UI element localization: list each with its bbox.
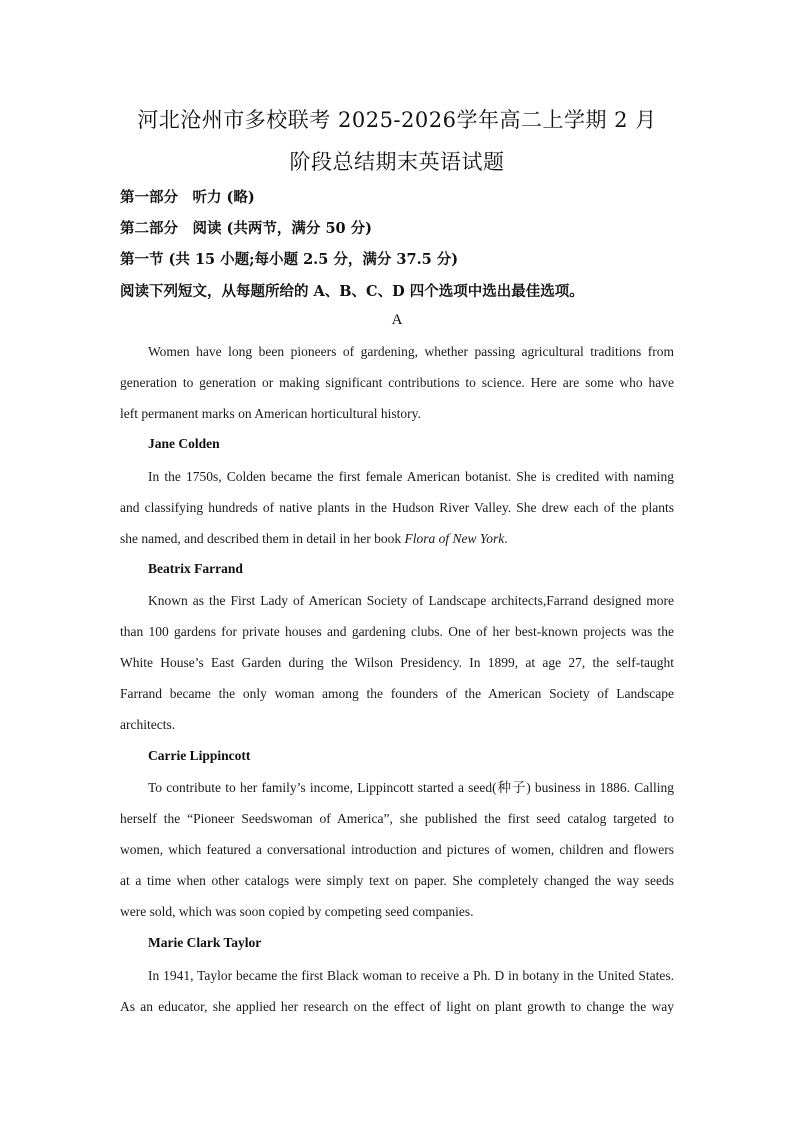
paragraph-line: Women have long been pioneers of gardening, whether passing agricultural traditions from: [148, 344, 674, 359]
intro-paragraph: [120, 336, 674, 429]
paragraph-line: architects.: [120, 717, 176, 732]
paragraph-line: generation to generation or making significant contributions to science. Here are some who have: [120, 375, 674, 390]
paragraph-line: were sold, which was soon copied by competing seed companies.: [120, 904, 474, 919]
paragraph-line: As an educator, she applied her research on the effect of light on plant growth to change the way: [120, 999, 674, 1014]
paragraph-line: Farrand became the only woman among the founders of the American Society of Landscape: [120, 686, 674, 701]
person-heading-carrie-lippincott: Carrie Lippincott: [148, 748, 251, 763]
paragraph-line: In 1941, Taylor became the first Black woman to receive a Ph. D in botany in the United States.: [148, 968, 674, 983]
paragraph-line: left permanent marks on American horticultural history.: [120, 406, 421, 421]
paragraph-line: at a time when other catalogs were simply text on paper. She completely changed the way seeds: [120, 873, 674, 888]
paragraph-carrie-lippincott: [120, 772, 674, 927]
instruction-text: 阅读下列短文，从每题所给的 A、B、C、D 四个选项中选出最佳选项。: [120, 283, 584, 300]
book-title: Flora of New York: [404, 531, 505, 546]
paragraph-marie-clark-taylor: [120, 960, 674, 1022]
paragraph-line: and classifying hundreds of native plants in the Hudson River Valley. She drew each of the plants: [120, 500, 674, 515]
page-title-line-2: 阶段总结期末英语试题: [289, 150, 505, 174]
passage-label: A: [391, 312, 403, 328]
page-title-line-1: 河北沧州市多校联考 2025-2026学年高二上学期 2 月: [137, 108, 657, 132]
line-prefix: she named, and described them in detail in her book: [120, 531, 405, 546]
line-suffix: .: [504, 531, 508, 546]
paragraph-line: White House’s East Garden during the Wilson Presidency. In 1899, at age 27, the self-taught: [120, 655, 674, 670]
person-heading-marie-clark-taylor: Marie Clark Taylor: [148, 935, 262, 950]
paragraph-line: herself the “Pioneer Seedswoman of America”, she published the first seed catalog targeted to: [120, 811, 674, 826]
paragraph-beatrix-farrand: [120, 585, 674, 740]
paragraph-line: women, which featured a conversational introduction and pictures of women, children and flowers: [120, 842, 674, 857]
person-heading-beatrix-farrand: Beatrix Farrand: [148, 561, 243, 576]
part-one-heading: 第一部分 听力 (略): [120, 189, 255, 206]
part-two-heading: 第二部分 阅读 (共两节，满分 50 分): [120, 220, 373, 237]
paragraph-line: To contribute to her family’s income, Lippincott started a seed(种子) business in 1886. Calling: [148, 780, 674, 795]
person-heading-jane-colden: Jane Colden: [148, 436, 220, 451]
paragraph-line: Known as the First Lady of American Society of Landscape architects,Farrand designed more: [148, 593, 674, 608]
paragraph-line: than 100 gardens for private houses and gardening clubs. One of her best-known projects was the: [120, 624, 674, 639]
paragraph-line: In the 1750s, Colden became the first female American botanist. She is credited with naming: [148, 469, 674, 484]
paragraph-jane-colden: [120, 461, 674, 554]
section-one-heading: 第一节 (共 15 小题;每小题 2.5 分，满分 37.5 分): [120, 251, 459, 268]
paragraph-line-with-book-title: [120, 523, 674, 554]
